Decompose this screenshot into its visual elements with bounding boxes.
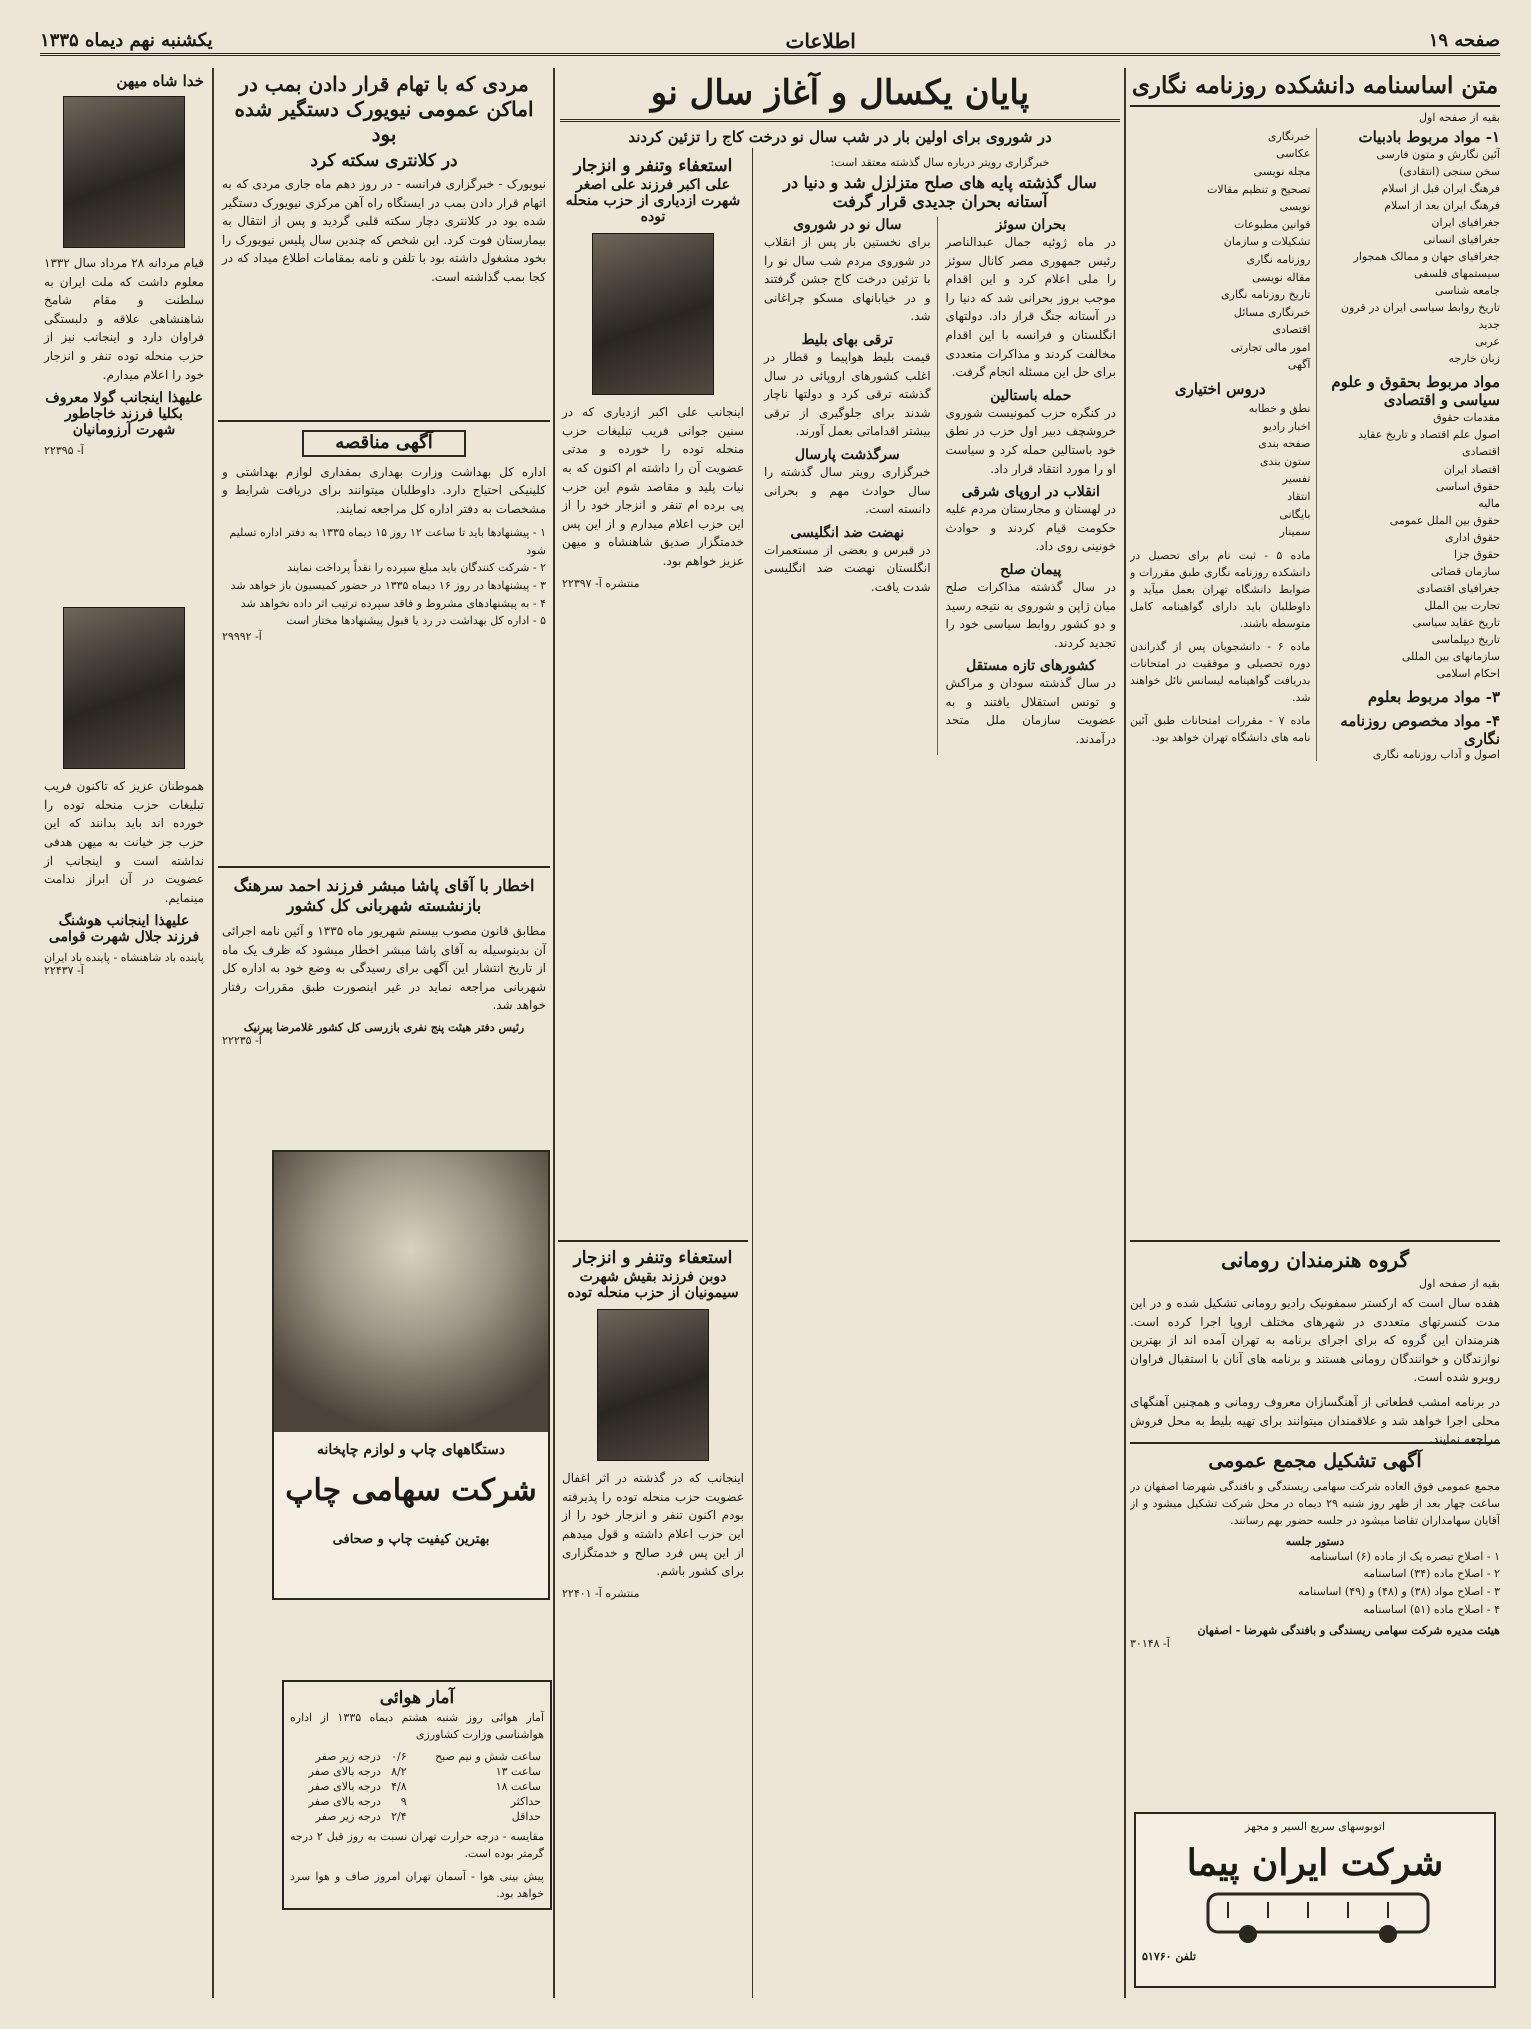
assembly-body: مجمع عمومی فوق العاده شرکت سهامی ریسندگی و بافندگی شهرضا اصفهان در ساعت چهار بعد از ظهر روز شنبه ۲۹ دیماه در محل شرکت تشکیل میشود و از آقایان سهامداران تقاضا میشود در جلسه حضور بهم رسانند. (1130, 1479, 1500, 1527)
protest-code: منتشره آ- ۲۲۳۹۷ (562, 576, 640, 590)
list-item: زبان خارجه (1448, 352, 1500, 366)
new-states-body: در سال گذشته سودان و مراکش و تونس استقلال یافتند و به عضویت سازمان ملل متحد درآمدند. (945, 676, 1116, 747)
weather-value: ۴/۸ (391, 1780, 407, 1794)
list-item: اخبار رادیو (1263, 419, 1311, 433)
list-item: تاریخ عقاید سیاسی (1412, 615, 1500, 629)
protest-title: استعفاء وتنفر و انزجار (573, 156, 733, 176)
list-item: امور مالی تجارتی (1230, 340, 1311, 354)
list-item: خبرنگاری (1267, 129, 1311, 143)
column-rule (212, 68, 214, 1998)
weather-time: ساعت ۱۳ (495, 1765, 541, 1779)
tender-headline: آگهی مناقصه (302, 430, 466, 457)
list-item: ۴ - به پیشنهادهای مشروط و فاقد سپرده ترتیب اثر داده نخواهد شد (240, 596, 546, 610)
year-end-banner (560, 72, 1120, 152)
list-item: انتقاد (1287, 490, 1311, 504)
weather-unit: درجه بالای صفر (308, 1780, 381, 1794)
table-row (290, 1779, 544, 1794)
list-item: سازمان قضائی (1430, 564, 1500, 578)
list-item: آئین نگارش و متون فارسی (1376, 147, 1500, 161)
masthead (40, 28, 1500, 56)
section-ticket: ترقی بهای بلیط (801, 331, 893, 348)
warning-headline: اخطار با آقای پاشا مبشر فرزند احمد سرهنگ بازنشسته شهربانی کل کشور (233, 876, 535, 915)
list-item: جامعه شناسی (1434, 284, 1500, 298)
charter-subjects (1323, 128, 1500, 761)
suez-body: در ماه ژوئیه جمال عبدالناصر رئیس جمهوری مصر کانال سوئز را ملی اعلام کرد و این اقدام موجب بروز بحرانی شد که دنیا را در آستانه جنگ قرار داد. دولتهای انگلستان و فرانسه با این اقدام مخالفت کردند و مذاکرات متعددی برای حل این مسئله انجام گرفت. (945, 235, 1116, 380)
year-end-col-b (764, 217, 938, 755)
portrait-photo (592, 233, 714, 395)
notice2-extra: پاینده باد شاهنشاه - پاینده باد ایران (44, 951, 204, 965)
tender-code: آ- ۲۹۹۹۲ (222, 629, 262, 643)
bus-company-ad (1134, 1812, 1496, 1988)
warning-body: مطابق قانون مصوب بیستم شهریور ماه ۱۳۳۵ و آئین نامه اجرائی آن بدینوسیله به آقای پاشا مبشر اخطار میشود که ظرف یک ماه از تاریخ انتشار این آگهی برای رسیدگی به وضع خود به اداره کل شهربانی مراجعه نماید در غیر اینصورت طبق مقررات رفتار خواهد شد. (222, 924, 547, 1013)
list-item: اصول علم اقتصاد و تاریخ عقاید اقتصادی (1357, 428, 1500, 459)
column-rule (553, 68, 555, 1998)
list-item: جغرافیای اقتصادی (1416, 581, 1500, 595)
year-end-col-a (946, 217, 1116, 755)
list-item: عکاسی (1276, 147, 1311, 161)
weather-intro: آمار هوائی روز شنبه هشتم دیماه ۱۳۳۵ از اداره هواشناسی وزارت کشاورزی (290, 1711, 544, 1742)
section-attack: حمله باستالین (990, 387, 1072, 404)
weather-unit: درجه بالای صفر (308, 1795, 381, 1809)
notice2-name: علیهذا اینجانب هوشنگ فرزند جلال شهرت قوامی (48, 913, 200, 946)
notice2-code: آ- ۲۲۴۳۷ (44, 964, 84, 978)
section-eastern: انقلاب در اروپای شرقی (961, 484, 1100, 501)
section-suez: بحران سوئز (995, 217, 1066, 233)
list-item: ۲ - شرکت کنندگان باید مبلغ سپرده را نقداً پرداخت نمایند (287, 561, 546, 575)
year-end-body (764, 217, 1116, 755)
tender-conditions (222, 524, 546, 630)
weather-forecast: پیش بینی هوا - آسمان تهران امروز صاف و هوا سرد خواهد بود. (290, 1870, 544, 1901)
list-item: مقاله نویسی (1252, 270, 1311, 284)
printing-ad-tagline: بهترین کیفیت چاپ و صحافی (332, 1532, 490, 1547)
charter-headline: متن اساسنامه دانشکده روزنامه نگاری (1130, 72, 1500, 107)
notice1-body: قیام مردانه ۲۸ مرداد سال ۱۳۳۲ معلوم داشت که ملت ایران به سلطنت و مقام شامخ شاهنشاهی علاقه و دلبستگی فراوان دارد و اینجانب نیز از حزب منحله توده تنفر و انزجار خود را اعلام میدارم. (44, 256, 204, 382)
list-item: تاریخ روزنامه نگاری (1221, 288, 1311, 302)
list-item: احکام اسلامی (1436, 667, 1500, 681)
section-new-states: کشورهای تازه مستقل (965, 658, 1096, 675)
peace-body: در سال گذشته مذاکرات صلح میان ژاپن و شوروی به نتیجه رسید و دو کشور روابط سیاسی خود را تجدید کردند. (945, 579, 1116, 650)
portrait-photo (63, 607, 185, 769)
list-item: روزنامه نگاری (1246, 252, 1311, 266)
protest2-body: اینجانب که در گذشته در اثر اغفال عضویت حزب منحله توده را پذیرفته بودم اکنون تنفر و انزجار خود را از این حزب اعلام داشته و قول میدهم از این پس فرد صالح و خدمتگزاری برای کشور باشم. (562, 1471, 744, 1579)
new-year-body: برای نخستین بار پس از انقلاب در شوروی مردم شب سال نو را با تزئین درخت کاج جشن گرفتند و در خیابانهای مسکو چراغانی شد. (764, 235, 931, 324)
list-item: تصحیح و تنظیم مقالات (1207, 182, 1311, 196)
artists-body-2: در برنامه امشب قطعاتی از آهنگسازان معروف رومانی و همچنین آهنگهای محلی اجرا خواهد شد و علاقمندان میتوانند برای تهیه بلیط به محل فروش مراجعه نمایند. (1130, 1394, 1500, 1447)
article-5: ماده ۵ - ثبت نام برای تحصیل در دانشکده روزنامه نگاری طبق مقررات و ضوابط دانشگاه تهران بعمل میآید و داوطلبان باید دارای گواهینامه کامل متوسطه باشند. (1130, 548, 1311, 630)
column-rule (752, 148, 753, 1998)
table-row (290, 1809, 544, 1824)
weather-title: آمار هوائی (379, 1688, 455, 1708)
portrait-photo (597, 1309, 709, 1461)
table-row (290, 1794, 544, 1809)
protest-notice-1 (558, 156, 748, 876)
eastern-body: در لهستان و مجارستان مردم علیه حکومت قیام کردند و حوادث خونینی روی داد. (945, 502, 1116, 554)
assembly-signature: هیئت مدیره شرکت سهامی ریسندگی و بافندگی شهرضا - اصفهان (1197, 1624, 1500, 1638)
bus-ad-subtitle: اتوبوسهای سریع السیر و مجهز (1244, 1820, 1386, 1833)
printing-company-ad (272, 1150, 550, 1600)
weather-value: ۹ (400, 1795, 407, 1809)
list-item: تشکیلات و سازمان (1223, 235, 1311, 249)
column-notices (40, 72, 208, 1992)
list-item: ستون بندی (1259, 454, 1311, 468)
section-last-year: سرگذشت پارسال (794, 446, 900, 463)
section-peace: پیمان صلح (1000, 561, 1062, 578)
motto-text: خدا شاه میهن (116, 72, 204, 90)
list-item: جغرافیای انسانی (1423, 232, 1500, 246)
weather-unit: درجه زیر صفر (315, 1810, 381, 1824)
year-end-lead: خبرگزاری رویتر درباره سال گذشته معتقد است: (830, 156, 1050, 169)
protest2-title: استعفاء وتنفر و انزجار (573, 1248, 733, 1268)
assembly-headline: آگهی تشکیل مجمع عمومی (1208, 1450, 1422, 1472)
list-item: فرهنگ ایران قبل از اسلام (1381, 181, 1500, 195)
printing-ad-title: شرکت سهامی چاپ (285, 1473, 537, 1508)
weather-value: ۲/۴ (391, 1810, 407, 1824)
list-item: ۵ - اداره کل بهداشت در رد یا قبول پیشنهادها مختار است (286, 614, 546, 628)
list-item: مقدمات حقوق (1433, 411, 1500, 425)
list-item: سازمانهای بین المللی (1401, 650, 1500, 664)
charter-lists (1130, 128, 1500, 761)
list-item: سخن سنجی (انتقادی) (1399, 164, 1500, 178)
section4-text: اصول و آداب روزنامه نگاری (1372, 748, 1500, 762)
tender-notice (218, 420, 550, 860)
protest2-subtitle: سیمونیان از حزب منحله توده (567, 1285, 739, 1302)
portrait-photo (63, 96, 185, 248)
assembly-agenda (1130, 1548, 1500, 1618)
list-item: ۴ - اصلاح ماده (۵۱) اساسنامه (1363, 1602, 1500, 1616)
electives-list (1130, 400, 1310, 541)
list-item: جغرافیای ایران (1431, 215, 1500, 229)
list-item: تاریخ دیپلماسی (1431, 632, 1500, 646)
artists-body: هفده سال است که ارکستر سمفونیک رادیو رومانی تشکیل شده و در این مدت کنسرتهای متعددی در شهرهای مختلف اروپا اجرا کرده است. هنرمندان این گروه که برای اجرای برنامه به تهران آمده اند از بهترین نوازندگان و خوانندگان رومانی هستند و برنامه های آنان با استقبال فراوان روبرو شده است. (1130, 1296, 1500, 1385)
last-year-body: خبرگزاری رویتر سال گذشته را سال حوادث مهم و بحرانی دانسته است. (764, 464, 931, 517)
weather-box (282, 1680, 552, 1910)
year-end-subheadline: در شوروی برای اولین بار در شب سال نو درخت کاج را تزئین کردند (628, 127, 1052, 146)
protest2-code: منتشره آ- ۲۲۴۰۱ (562, 1586, 640, 1600)
section4-title: ۴- مواد مخصوص روزنامه نگاری (1340, 712, 1500, 749)
section2-list (1323, 409, 1500, 682)
table-row (290, 1764, 544, 1779)
year-end-headline: پایان یکسال و آغاز سال نو (560, 72, 1120, 122)
bus-icon (1148, 1886, 1488, 1946)
ticket-body: قیمت بلیط هواپیما و قطار در اغلب کشورهای اروپائی در سال گذشته ترقی کرد و دولتها ناچار شدند برای جلوگیری از ترقی بیشتر اقداماتی بعمل آورند. (764, 349, 931, 439)
list-item: تاریخ روابط سیاسی ایران در قرون جدید (1340, 301, 1500, 332)
protest-body: اینجانب علی اکبر ازدیاری که در سنین جوانی فریب تبلیغات حزب منحله توده را خورده و مدتی عضویت آن را داشته ام اکنون که به نیات پلید و مقاصد شوم این حزب پی برده ام تنفر و انزجار خود را از این حزب اعلام میدارم و از این پس خدمتگزار صدیق شاهنشاه و میهن عزیز خواهم بود. (562, 405, 744, 568)
list-item: مجله نویسی (1253, 164, 1311, 178)
tender-body: اداره کل بهداشت وزارت بهداری بمقداری لوازم بهداشتی و کلینیکی احتیاج دارد. داوطلبان میتوانند برای دریافت شرایط و مشخصات به دفتر اداره کل مراجعه نمایند. (222, 464, 546, 516)
list-item: خبرنگاری مسائل (1233, 305, 1311, 319)
list-item: جغرافیای جهان و ممالک همجوار (1353, 250, 1500, 264)
charter-continued: بقیه از صفحه اول (1419, 110, 1500, 124)
protest-name: علی اکبر فرزند علی اصغر (576, 177, 730, 194)
weather-unit: درجه زیر صفر (315, 1750, 381, 1764)
list-item: حقوق اساسی (1435, 479, 1500, 493)
section-anti-british: نهضت ضد انگلیسی (790, 524, 905, 541)
bus-ad-title: شرکت ایران پیما (1186, 1842, 1444, 1884)
list-item: ۱ - پیشنهادها باید تا ساعت ۱۲ روز ۱۵ دیماه ۱۳۳۵ به دفتر اداره تسلیم شود (229, 526, 546, 557)
section1-title: ۱- مواد مربوط بادبیات (1358, 127, 1500, 146)
weather-time: حداقل (511, 1810, 541, 1824)
baby-photo (274, 1152, 548, 1432)
assembly-code: آ- ۳۰۱۴۸ (1130, 1637, 1170, 1651)
list-item: اقتصادی (1272, 323, 1311, 337)
page-number: صفحه ۱۹ (1428, 30, 1500, 51)
electives-title: دروس اختیاری (1174, 380, 1266, 399)
practical-list (1130, 128, 1310, 374)
weather-table (290, 1749, 544, 1824)
list-item: نویسی (1279, 200, 1311, 214)
list-item: سمینار (1279, 525, 1311, 539)
list-item: آگهی (1287, 358, 1311, 372)
bus-ad-phone: تلفن ۵۱۷۶۰ (1142, 1950, 1197, 1963)
weather-time: حداکثر (510, 1795, 541, 1809)
list-item: اقتصاد ایران (1443, 462, 1500, 476)
notice1-code: آ- ۲۲۳۹۵ (44, 444, 84, 458)
motto (44, 72, 204, 90)
bomb-suspect-article (218, 72, 550, 412)
list-item: حقوق اداری (1444, 530, 1500, 544)
list-item: عربی (1475, 335, 1500, 349)
issue-date: یکشنبه نهم دیماه ۱۳۳۵ (40, 30, 213, 51)
assembly-agenda-title: دستور جلسه (1285, 1534, 1345, 1548)
artists-continued: بقیه از صفحه اول (1419, 1277, 1500, 1290)
weather-comparison: مقایسه - درجه حرارت تهران نسبت به روز قبل ۲ درجه گرمتر بوده است. (290, 1830, 545, 1861)
list-item: ۲ - اصلاح ماده (۳۴) اساسنامه (1363, 1567, 1500, 1581)
year-end-article (760, 156, 1120, 1998)
list-item: سیستمهای فلسفی (1413, 267, 1500, 281)
column-rule (1124, 68, 1126, 1998)
section2-title: مواد مربوط بحقوق و علوم سیاسی و اقتصادی (1331, 373, 1500, 410)
assembly-notice (1130, 1442, 1500, 1804)
list-item: ۳ - اصلاح مواد (۳۸) و (۴۸) و (۴۹) اساسنامه (1298, 1585, 1500, 1599)
printing-ad-subtitle: دستگاههای چاپ و لوازم چاپخانه (317, 1442, 505, 1458)
section-new-year: سال نو در شوروی (793, 217, 902, 233)
list-item: حقوق بین الملل عمومی (1389, 513, 1500, 527)
list-item: ۱ - اصلاح تبصره یک از ماده (۶) اساسنامه (1309, 1549, 1500, 1563)
warning-code: آ- ۲۲۲۳۵ (222, 1033, 262, 1047)
article-7: ماده ۷ - مقررات امتحانات طبق آئین نامه های دانشگاه تهران خواهد بود. (1130, 714, 1311, 745)
list-item: حقوق جزا (1453, 547, 1500, 561)
warning-signature: رئیس دفتر هیئت پنج نفری بازرسی کل کشور غلامرضا پیرنیک (243, 1020, 525, 1034)
list-item: تفسیر (1282, 472, 1311, 486)
list-item: تجارت بین الملل (1424, 598, 1500, 612)
paper-name: اطلاعات (785, 28, 856, 53)
notice2-body: هموطنان عزیز که تاکنون فریب تبلیغات حزب منحله توده را خورده اند باید بدانند که این حزب جز خیانت به میهن هدفی نداشته است و اینجانب از عضویت در آن ابراز ندامت مینمایم. (44, 779, 204, 905)
list-item: مالیه (1478, 496, 1500, 510)
weather-unit: درجه بالای صفر (308, 1765, 381, 1779)
list-item: قوانین مطبوعات (1234, 217, 1311, 231)
bomb-headline: مردی که با تهام قرار دادن بمب در اماکن عمومی نیویورک دستگیر شده بود (234, 72, 534, 146)
article-6: ماده ۶ - دانشجویان پس از گذراندن دوره تحصیلی و موفقیت در امتحانات بدریافت گواهینامه لیسانس نائل خواهند شد. (1130, 640, 1311, 705)
anti-british-body: در قبرس و بعضی از مستعمرات انگلستان نهضت ضد انگلیسی شدت یافت. (764, 542, 931, 594)
artists-headline: گروه هنرمندان رومانی (1220, 1248, 1410, 1272)
notice1-name: علیهذا اینجانب گولا معروف بکلیا فرزند خاجاطور شهرت آرزومانیان (45, 390, 203, 439)
list-item: صفحه بندی (1258, 437, 1311, 451)
bomb-body: نیویورک - خبرگزاری فرانسه - در روز دهم ماه جاری مردی که به اتهام قرار دادن بمب در ایستگاه راه آهن مرکزی نیویورک دستگیر شده بود در کلانتری دچار سکته قلبی گردید و پس از انتقال به بیمارستان فوت کرد. این شخص که چندین سال پلیس نیویورک را بخود مشغول داشته بود با تلفن و نامه بمقامات اطلاع میداد که در کجا بمب گذاشته است. (222, 177, 546, 284)
attack-body: در کنگره حزب کمونیست شوروی خروشچف دبیر اول حزب در نطق خود باستالین حمله کرد و سیاست او را مورد انتقاد قرار داد. (945, 405, 1116, 476)
section3-title: ۳- مواد مربوط بعلوم (1367, 688, 1500, 707)
weather-time: ساعت ۱۸ (495, 1780, 541, 1794)
warning-notice (218, 866, 550, 1146)
protest2-name: دوبن فرزند بقیش شهرت (579, 1269, 727, 1286)
weather-value: ۰/۶ (391, 1750, 407, 1764)
table-row (290, 1749, 544, 1764)
list-item: نطق و خطابه (1248, 402, 1311, 416)
year-end-subheadline-2: سال گذشته پایه های صلح متزلزل شد و دنیا در آستانه بحران جدیدی قرار گرفت (783, 173, 1097, 211)
protest-subtitle: شهرت ازدیاری از حزب منحله توده (565, 193, 741, 226)
protest-notice-2 (558, 1240, 748, 1700)
weather-value: ۸/۲ (391, 1765, 407, 1779)
weather-time: ساعت شش و نیم صبح (435, 1750, 541, 1764)
section1-list (1323, 146, 1500, 368)
charter-practical-courses (1130, 128, 1317, 761)
list-item: ۳ - پیشنهادها در روز ۱۶ دیماه ۱۳۳۵ در حضور کمیسیون باز خواهد شد (230, 579, 546, 593)
list-item: فرهنگ ایران بعد از اسلام (1384, 198, 1500, 212)
list-item: بایگانی (1279, 507, 1311, 521)
bomb-subheadline: در کلانتری سکته کرد (310, 151, 458, 171)
